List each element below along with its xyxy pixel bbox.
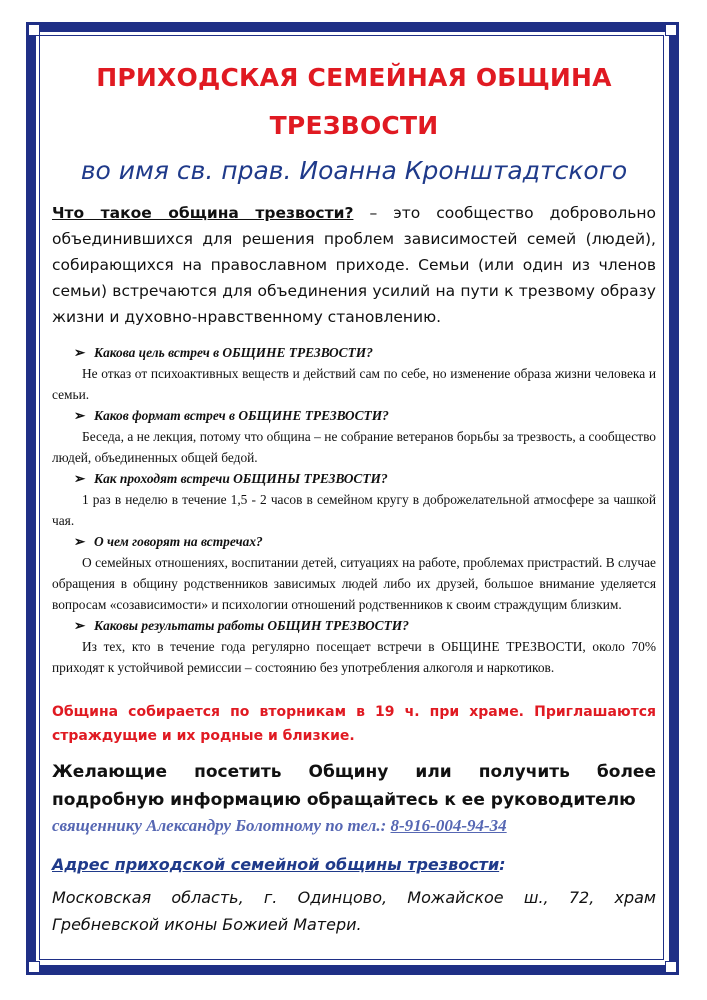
qa-question: ➢ О чем говорят на встречах?: [52, 531, 656, 552]
page-title: ПРИХОДСКАЯ СЕМЕЙНАЯ ОБЩИНА ТРЕЗВОСТИ: [96, 63, 612, 140]
border-corner-top-right: [665, 24, 677, 36]
intro-question: Что такое община трезвости?: [52, 204, 354, 222]
document-body: [52, 54, 656, 938]
qa-question: ➢ Какова цель встреч в ОБЩИНЕ ТРЕЗВОСТИ?: [52, 342, 656, 363]
qa-answer: Не отказ от психоактивных веществ и действий сам по себе, но изменение образа жизни человека и семьи.: [52, 366, 656, 402]
border-corner-bottom-left: [28, 961, 40, 973]
qa-question: ➢ Как проходят встречи ОБЩИНЫ ТРЕЗВОСТИ?: [52, 468, 656, 489]
arrow-bullet-icon: ➢: [74, 345, 86, 360]
intro-paragraph: [52, 200, 656, 330]
qa-answer: Беседа, а не лекция, потому что община – не собрание ветеранов борьбы за трезвость, а сообщество людей, объединенных общей бедой.: [52, 429, 656, 465]
qa-answer: Из тех, кто в течение года регулярно посещает встречи в ОБЩИНЕ ТРЕЗВОСТИ, около 70% приходят к устойчивой ремиссии – состоянию без употребления алкоголя и наркотиков.: [52, 639, 656, 675]
page-subtitle: во имя св. прав. Иоанна Кронштадтского: [80, 156, 628, 185]
intro-text: – это сообщество добровольно объединившихся для решения проблем зависимостей семей (людей), собирающихся на православном приходе. Семьи (или один из членов семьи) встречаются для объединения усилий на пути к трезвому образу жизни и духовно-нравственному становлению.: [52, 204, 656, 326]
address-heading: Адрес приходской семейной общины трезвости:: [52, 855, 506, 874]
qa-question: ➢ Каков формат встреч в ОБЩИНЕ ТРЕЗВОСТИ?: [52, 405, 656, 426]
qa-list: [52, 342, 656, 678]
contact-line-1: Желающие посетить Общину или получить более: [52, 762, 656, 782]
address-text: Московская область, г. Одинцово, Можайское ш., 72, храм Гребневской иконы Божией Матери.: [52, 888, 656, 934]
contact-phone-link[interactable]: 8-916-004-94-34: [390, 816, 507, 835]
qa-answer: 1 раз в неделю в течение 1,5 - 2 часов в семейном кругу в доброжелательной атмосфере за чашкой чая.: [52, 492, 656, 528]
contact-priest: священнику Александру Болотному по тел.: 8-916-004-94-34: [52, 816, 507, 835]
arrow-bullet-icon: ➢: [74, 534, 86, 549]
border-corner-top-left: [28, 24, 40, 36]
contact-line-2: подробную информацию обращайтесь к ее руководителю: [52, 790, 636, 810]
arrow-bullet-icon: ➢: [74, 408, 86, 423]
qa-question: ➢ Каковы результаты работы ОБЩИН ТРЕЗВОСТИ?: [52, 615, 656, 636]
meeting-notice: Община собирается по вторникам в 19 ч. при храме. Приглашаются страждущие и их родные и близкие.: [52, 704, 656, 744]
border-corner-bottom-right: [665, 961, 677, 973]
arrow-bullet-icon: ➢: [74, 471, 86, 486]
arrow-bullet-icon: ➢: [74, 618, 86, 633]
qa-answer: О семейных отношениях, воспитании детей, ситуациях на работе, проблемах пристрастий. В случае обращения в общину родственников зависимых людей либо их друзей, большое внимание уделяется вопросам «созависимости» и психологии отношений родственников к своим страждущим близким.: [52, 555, 656, 612]
